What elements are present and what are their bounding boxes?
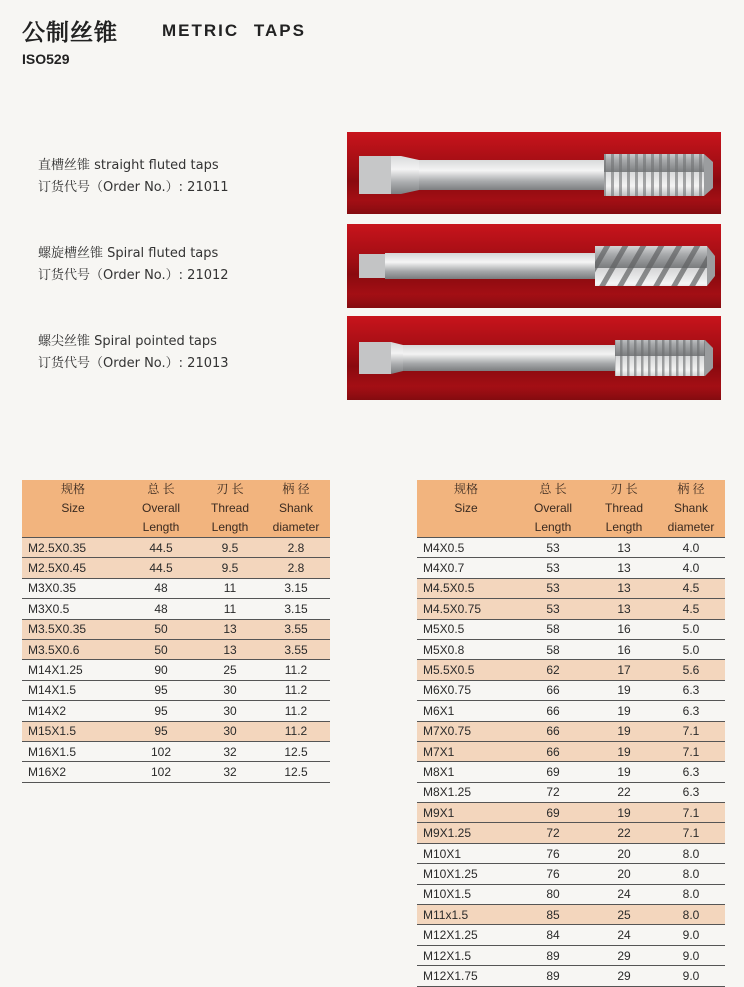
cell-thread-length: 19 bbox=[591, 680, 657, 700]
table-row bbox=[417, 558, 725, 578]
cell-thread-length: 29 bbox=[591, 966, 657, 986]
cell-overall-length: 95 bbox=[124, 680, 198, 700]
cell-shank-diameter: 7.1 bbox=[657, 721, 725, 741]
header-overall-length: 总 长 Overall Length bbox=[124, 480, 198, 538]
cell-overall-length: 48 bbox=[124, 578, 198, 598]
cell-size: M15X1.5 bbox=[22, 721, 124, 741]
cell-shank-diameter: 12.5 bbox=[262, 762, 330, 782]
cell-thread-length: 20 bbox=[591, 864, 657, 884]
cell-shank-diameter: 5.0 bbox=[657, 619, 725, 639]
cell-shank-diameter: 5.0 bbox=[657, 639, 725, 659]
cell-thread-length: 19 bbox=[591, 721, 657, 741]
cell-size: M4X0.5 bbox=[417, 538, 515, 558]
cell-size: M3X0.35 bbox=[22, 578, 124, 598]
cell-size: M6X1 bbox=[417, 701, 515, 721]
product-name: 螺尖丝锥 Spiral pointed taps bbox=[38, 334, 217, 349]
cell-thread-length: 9.5 bbox=[198, 558, 262, 578]
table-row bbox=[22, 741, 330, 761]
table-row bbox=[417, 680, 725, 700]
cell-size: M16X2 bbox=[22, 762, 124, 782]
cell-overall-length: 69 bbox=[515, 803, 591, 823]
header-size: 规格 Size bbox=[417, 480, 515, 538]
table-row bbox=[417, 639, 725, 659]
cell-shank-diameter: 4.5 bbox=[657, 599, 725, 619]
cell-thread-length: 29 bbox=[591, 945, 657, 965]
table-row bbox=[22, 558, 330, 578]
straight-fluted-tap-photo bbox=[347, 132, 721, 214]
cell-thread-length: 25 bbox=[198, 660, 262, 680]
cell-thread-length: 11 bbox=[198, 599, 262, 619]
cell-shank-diameter: 4.0 bbox=[657, 558, 725, 578]
cell-size: M9X1.25 bbox=[417, 823, 515, 843]
cell-thread-length: 19 bbox=[591, 803, 657, 823]
product-name: 直槽丝锥 straight fluted taps bbox=[38, 158, 219, 173]
cell-thread-length: 17 bbox=[591, 660, 657, 680]
table-row bbox=[22, 762, 330, 782]
table-header-row bbox=[417, 480, 725, 538]
cell-thread-length: 13 bbox=[591, 599, 657, 619]
standard-label: ISO529 bbox=[22, 51, 70, 67]
product-order-number: 订货代号（Order No.）: 21013 bbox=[38, 356, 229, 371]
cell-size: M3X0.5 bbox=[22, 599, 124, 619]
table-row bbox=[417, 741, 725, 761]
cell-shank-diameter: 11.2 bbox=[262, 701, 330, 721]
cell-shank-diameter: 9.0 bbox=[657, 966, 725, 986]
cell-shank-diameter: 6.3 bbox=[657, 782, 725, 802]
cell-shank-diameter: 3.15 bbox=[262, 599, 330, 619]
cell-size: M4X0.7 bbox=[417, 558, 515, 578]
cell-size: M10X1.25 bbox=[417, 864, 515, 884]
cell-size: M8X1 bbox=[417, 762, 515, 782]
cell-thread-length: 30 bbox=[198, 701, 262, 721]
table-row bbox=[417, 945, 725, 965]
header-shank-diameter: 柄 径 Shank diameter bbox=[262, 480, 330, 538]
header-size: 规格 Size bbox=[22, 480, 124, 538]
cell-thread-length: 13 bbox=[591, 558, 657, 578]
cell-overall-length: 89 bbox=[515, 945, 591, 965]
cell-thread-length: 32 bbox=[198, 741, 262, 761]
header-thread-length: 刃 长 Thread Length bbox=[198, 480, 262, 538]
table-row bbox=[22, 578, 330, 598]
cell-thread-length: 9.5 bbox=[198, 538, 262, 558]
table-row bbox=[417, 966, 725, 986]
cell-overall-length: 72 bbox=[515, 823, 591, 843]
page-title-cn: 公制丝锥 bbox=[22, 20, 118, 46]
table-row bbox=[417, 599, 725, 619]
cell-thread-length: 19 bbox=[591, 741, 657, 761]
cell-size: M14X2 bbox=[22, 701, 124, 721]
cell-shank-diameter: 8.0 bbox=[657, 884, 725, 904]
cell-size: M4.5X0.5 bbox=[417, 578, 515, 598]
straight-fluted-tap-icon bbox=[347, 132, 721, 214]
table-row bbox=[417, 721, 725, 741]
cell-size: M7X1 bbox=[417, 741, 515, 761]
cell-shank-diameter: 2.8 bbox=[262, 538, 330, 558]
cell-thread-length: 13 bbox=[198, 619, 262, 639]
table-row bbox=[417, 925, 725, 945]
cell-size: M3.5X0.6 bbox=[22, 639, 124, 659]
header-thread-length: 刃 长 Thread Length bbox=[591, 480, 657, 538]
cell-overall-length: 89 bbox=[515, 966, 591, 986]
cell-thread-length: 24 bbox=[591, 925, 657, 945]
cell-size: M4.5X0.75 bbox=[417, 599, 515, 619]
cell-size: M2.5X0.45 bbox=[22, 558, 124, 578]
cell-overall-length: 50 bbox=[124, 619, 198, 639]
cell-thread-length: 24 bbox=[591, 884, 657, 904]
table-row bbox=[417, 762, 725, 782]
cell-shank-diameter: 4.5 bbox=[657, 578, 725, 598]
cell-overall-length: 44.5 bbox=[124, 558, 198, 578]
table-row bbox=[22, 639, 330, 659]
cell-shank-diameter: 3.15 bbox=[262, 578, 330, 598]
cell-size: M5X0.8 bbox=[417, 639, 515, 659]
cell-size: M6X0.75 bbox=[417, 680, 515, 700]
cell-size: M2.5X0.35 bbox=[22, 538, 124, 558]
spiral-pointed-tap-icon bbox=[347, 316, 721, 400]
cell-size: M14X1.5 bbox=[22, 680, 124, 700]
cell-overall-length: 66 bbox=[515, 701, 591, 721]
cell-shank-diameter: 12.5 bbox=[262, 741, 330, 761]
product-order-number: 订货代号（Order No.）: 21011 bbox=[38, 180, 229, 195]
cell-overall-length: 102 bbox=[124, 741, 198, 761]
table-row bbox=[417, 701, 725, 721]
cell-overall-length: 66 bbox=[515, 721, 591, 741]
cell-shank-diameter: 11.2 bbox=[262, 660, 330, 680]
cell-overall-length: 53 bbox=[515, 599, 591, 619]
cell-overall-length: 58 bbox=[515, 619, 591, 639]
cell-size: M12X1.75 bbox=[417, 966, 515, 986]
cell-overall-length: 85 bbox=[515, 905, 591, 925]
cell-thread-length: 13 bbox=[198, 639, 262, 659]
cell-size: M11x1.5 bbox=[417, 905, 515, 925]
header-shank-diameter: 柄 径 Shank diameter bbox=[657, 480, 725, 538]
cell-thread-length: 22 bbox=[591, 782, 657, 802]
table-row bbox=[417, 843, 725, 863]
table-header-row bbox=[22, 480, 330, 538]
cell-size: M8X1.25 bbox=[417, 782, 515, 802]
page-title-en: METRIC TAPS bbox=[162, 21, 306, 40]
table-row bbox=[417, 905, 725, 925]
cell-overall-length: 53 bbox=[515, 538, 591, 558]
cell-overall-length: 62 bbox=[515, 660, 591, 680]
product-spiral-pointed bbox=[38, 331, 229, 375]
cell-shank-diameter: 8.0 bbox=[657, 905, 725, 925]
product-name: 螺旋槽丝锥 Spiral fluted taps bbox=[38, 246, 219, 261]
cell-shank-diameter: 11.2 bbox=[262, 680, 330, 700]
cell-size: M5X0.5 bbox=[417, 619, 515, 639]
cell-shank-diameter: 8.0 bbox=[657, 843, 725, 863]
table-row bbox=[417, 660, 725, 680]
table-row bbox=[417, 619, 725, 639]
spec-table-right bbox=[417, 480, 725, 987]
table-row bbox=[22, 701, 330, 721]
spec-table-left bbox=[22, 480, 330, 783]
cell-overall-length: 95 bbox=[124, 721, 198, 741]
cell-overall-length: 44.5 bbox=[124, 538, 198, 558]
cell-shank-diameter: 3.55 bbox=[262, 639, 330, 659]
cell-size: M14X1.25 bbox=[22, 660, 124, 680]
spiral-fluted-tap-photo bbox=[347, 224, 721, 308]
cell-shank-diameter: 4.0 bbox=[657, 538, 725, 558]
cell-size: M10X1.5 bbox=[417, 884, 515, 904]
cell-overall-length: 50 bbox=[124, 639, 198, 659]
spiral-pointed-tap-photo bbox=[347, 316, 721, 400]
cell-overall-length: 84 bbox=[515, 925, 591, 945]
cell-shank-diameter: 11.2 bbox=[262, 721, 330, 741]
table-row bbox=[417, 538, 725, 558]
table-row bbox=[417, 782, 725, 802]
cell-overall-length: 76 bbox=[515, 864, 591, 884]
cell-thread-length: 16 bbox=[591, 639, 657, 659]
cell-size: M7X0.75 bbox=[417, 721, 515, 741]
table-row bbox=[417, 578, 725, 598]
cell-size: M12X1.5 bbox=[417, 945, 515, 965]
cell-overall-length: 102 bbox=[124, 762, 198, 782]
cell-overall-length: 69 bbox=[515, 762, 591, 782]
cell-shank-diameter: 9.0 bbox=[657, 945, 725, 965]
cell-size: M3.5X0.35 bbox=[22, 619, 124, 639]
cell-thread-length: 30 bbox=[198, 721, 262, 741]
cell-overall-length: 48 bbox=[124, 599, 198, 619]
table-row bbox=[22, 721, 330, 741]
header-overall-length: 总 长 Overall Length bbox=[515, 480, 591, 538]
cell-overall-length: 76 bbox=[515, 843, 591, 863]
table-row bbox=[22, 660, 330, 680]
cell-overall-length: 58 bbox=[515, 639, 591, 659]
cell-thread-length: 19 bbox=[591, 762, 657, 782]
cell-shank-diameter: 7.1 bbox=[657, 803, 725, 823]
cell-thread-length: 20 bbox=[591, 843, 657, 863]
cell-size: M10X1 bbox=[417, 843, 515, 863]
product-order-number: 订货代号（Order No.）: 21012 bbox=[38, 268, 229, 283]
cell-overall-length: 80 bbox=[515, 884, 591, 904]
cell-overall-length: 66 bbox=[515, 680, 591, 700]
cell-shank-diameter: 8.0 bbox=[657, 864, 725, 884]
spiral-fluted-tap-icon bbox=[347, 224, 721, 308]
cell-thread-length: 22 bbox=[591, 823, 657, 843]
cell-overall-length: 72 bbox=[515, 782, 591, 802]
cell-size: M9X1 bbox=[417, 803, 515, 823]
cell-thread-length: 11 bbox=[198, 578, 262, 598]
cell-overall-length: 90 bbox=[124, 660, 198, 680]
cell-overall-length: 66 bbox=[515, 741, 591, 761]
table-row bbox=[417, 884, 725, 904]
table-row bbox=[417, 823, 725, 843]
cell-shank-diameter: 3.55 bbox=[262, 619, 330, 639]
cell-overall-length: 95 bbox=[124, 701, 198, 721]
table-row bbox=[22, 680, 330, 700]
cell-thread-length: 13 bbox=[591, 538, 657, 558]
cell-thread-length: 19 bbox=[591, 701, 657, 721]
cell-shank-diameter: 9.0 bbox=[657, 925, 725, 945]
cell-shank-diameter: 7.1 bbox=[657, 823, 725, 843]
cell-shank-diameter: 6.3 bbox=[657, 680, 725, 700]
cell-size: M5.5X0.5 bbox=[417, 660, 515, 680]
table-row bbox=[22, 538, 330, 558]
cell-shank-diameter: 5.6 bbox=[657, 660, 725, 680]
product-spiral-fluted bbox=[38, 243, 229, 287]
cell-thread-length: 32 bbox=[198, 762, 262, 782]
table-row bbox=[22, 599, 330, 619]
cell-thread-length: 25 bbox=[591, 905, 657, 925]
cell-thread-length: 30 bbox=[198, 680, 262, 700]
cell-size: M16X1.5 bbox=[22, 741, 124, 761]
cell-shank-diameter: 6.3 bbox=[657, 701, 725, 721]
cell-overall-length: 53 bbox=[515, 558, 591, 578]
table-row bbox=[417, 864, 725, 884]
product-straight-fluted bbox=[38, 155, 229, 199]
table-row bbox=[22, 619, 330, 639]
cell-shank-diameter: 6.3 bbox=[657, 762, 725, 782]
table-row bbox=[417, 803, 725, 823]
cell-overall-length: 53 bbox=[515, 578, 591, 598]
cell-shank-diameter: 7.1 bbox=[657, 741, 725, 761]
cell-size: M12X1.25 bbox=[417, 925, 515, 945]
cell-thread-length: 13 bbox=[591, 578, 657, 598]
cell-thread-length: 16 bbox=[591, 619, 657, 639]
cell-shank-diameter: 2.8 bbox=[262, 558, 330, 578]
